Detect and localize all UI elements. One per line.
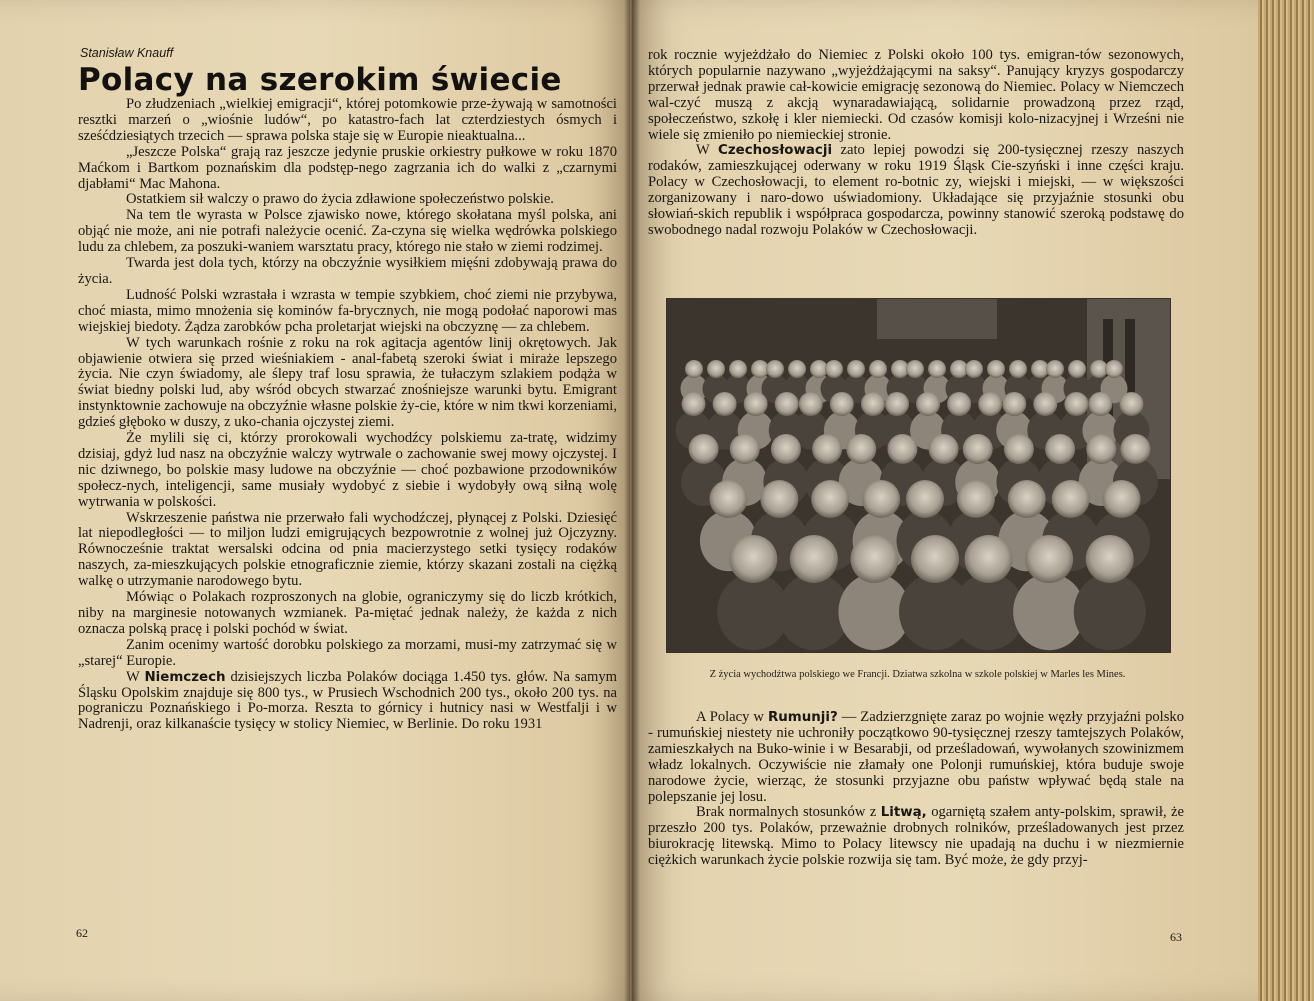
child-face: [1008, 480, 1046, 518]
child-face: [957, 480, 995, 518]
child-face: [709, 480, 747, 518]
paragraph: Że mylili się ci, którzy prorokowali wychodźcy polskiemu za-tratę, widzimy dzisiaj, gdyż lud nasz na obczyźnie walczy wytrwale o zachowanie swej mowy ojczystej. I nic dziwnego, bo polskie masy ludowe na obczyźnie — choć pozbawione przodowników społecz-nych, inteligencji, same musiały wydobyć z siebie i wydobyły ową siłną wolę wytrwania w polskości.: [78, 430, 617, 510]
child-face: [1086, 434, 1116, 464]
child-face: [906, 360, 924, 378]
paragraph-litwa: [648, 805, 1184, 869]
author-name: Stanisław Knauff: [80, 46, 174, 60]
child-face: [1004, 434, 1034, 464]
child-face: [1046, 360, 1064, 378]
child-face: [1105, 360, 1123, 378]
child-face: [685, 360, 703, 378]
keyword-niemczech: Niemczech: [144, 669, 226, 685]
text-span: A Polacy w: [696, 709, 768, 725]
paragraph-niemczech: [78, 670, 617, 734]
child-face: [987, 360, 1005, 378]
child-face: [1045, 434, 1075, 464]
child-face: [825, 360, 843, 378]
child-face: [713, 392, 737, 416]
child-face: [1119, 392, 1143, 416]
paragraph-rumunia: [648, 710, 1184, 805]
text-span: W: [696, 142, 718, 159]
child-face: [1002, 392, 1026, 416]
book-gutter: [624, 0, 640, 1001]
photo-image: [667, 299, 1170, 652]
child-face: [963, 434, 993, 464]
child-face: [978, 392, 1002, 416]
text-span: — Zadzierzgnięte zaraz po wojnie węzły przyjaźni polsko - rumuńskiej niestety nie uchroniły początkowo 90-tysięcznej rzeszy tamtejszych Polaków, zamieszkałych na Buko-winie i w Besarabji, od prześladowań, wywołanych szowinizmem władz lokalnych. Oczywiście nie złamały one Polonji rumuńskiej, która buduje swoje narodowe życie, wierząc, że stosunki przyjazne obu państw wpływać będą stale na polepszanie jej losu.: [648, 709, 1184, 805]
page-edges: [1258, 0, 1314, 1001]
child-face: [760, 480, 798, 518]
child-face: [862, 480, 900, 518]
child-face: [906, 480, 944, 518]
paragraph: Wskrzeszenie państwa nie przerwało fali wychodźczej, płynącej z Polski. Dziesięć lat niepodległości — to miljon ludzi emigrujących bezpowrotnie z wolnej już Ojczyzny. Równocześnie traktat wersalski odcina od pnia macierzystego setki tysięcy rodaków naszych, za-mieszkujących polskie etnograficznie ziemie, którzy skazani zostali na ciężką walkę o utrzymanie narodowego bytu.: [78, 509, 617, 590]
paragraph: Ostatkiem sił walczy o prawo do życia zdławione społeczeństwo polskie.: [126, 191, 554, 208]
child-face: [771, 434, 801, 464]
child-face: [830, 392, 854, 416]
child-face: [1064, 392, 1088, 416]
paragraph: Po złudzeniach „wielkiej emigracji“, której potomkowie prze-żywają w samotności resztki marzeń o „wiośnie ludów“, po katastro-fach lat czterdziestych ósmych i sześćdziesiątych trzecich — sprawa polska staje się w Europie nieaktualna...: [78, 96, 617, 144]
child-face: [1009, 360, 1027, 378]
text-span: dzisiejszych liczba Polaków dociąga 1.450 tys. głów. Na samym Śląsku Opolskim znajduje się 800 tys., w Prusiech Wschodnich 200 tys., około 200 tys. na pograniczu Poznańskiego i Po-morza. Reszta to górnicy i hutnicy nasi w Westfalji i w Nadrenji, oraz kilkanaście tysięcy w stolicy Niemiec, w Berlinie. Do roku 1931: [78, 668, 617, 733]
photo-caption: Z życia wychodźtwa polskiego we Francji. Dziatwa szkolna w szkole polskiej w Marles les Mines.: [709, 669, 1126, 680]
paragraph-czechoslowacja: [648, 143, 1184, 238]
paragraph: Mówiąc o Polakach rozproszonych na globie, ograniczymy się do liczb krótkich, niby na marginesie notowanych wzmianek. Pa-miętać jednak należy, że każda z nich oznacza polską pracę i polski pochód w świat.: [78, 589, 617, 637]
child-face: [1086, 535, 1134, 583]
child-face: [911, 535, 959, 583]
paragraph: W tych warunkach rośnie z roku na rok agitacja agentów linij okrętowych. Jak objawienie otwiera się przed wieśniakiem - anal-fabetą szeroki świat i miraże lepszego życia. Nie czyn świadomy, ale ślepy traf losu sprawia, że tułaczym szlakiem podąża w świat biedny polski lud, aby wśród obcych stwarzać znośniejsze warunki bytu. Emigrant instynktownie zachowuje na obczyźnie własne polskie ży-cie, które w nim tkwi korzeniami, gdzieś głęboko w duszy, z uko-chania ojczystej ziemi.: [78, 334, 617, 431]
paragraph: Ludność Polski wzrastała i wzrasta w tempie szybkiem, choć ziemi nie przybywa, choć miasta, mimo mnożenia się kominów fa-brycznych, nie mogą podołać naporowi mas wiejskiej biedoty. Żądza zarobków pcha proletarjat wiejski na obczyznę — za chlebem.: [78, 286, 617, 335]
text-span: W: [126, 668, 145, 685]
right-text-column-top: [648, 48, 1184, 239]
article-title: Polacy na szerokim świecie: [78, 62, 562, 98]
paragraph: Twarda jest dola tych, którzy na obczyźnie wysiłkiem mięśni zdobywają prawa do życia.: [78, 255, 617, 287]
child-face: [916, 392, 940, 416]
child-face: [929, 434, 959, 464]
child-face: [788, 360, 806, 378]
child-face: [965, 360, 983, 378]
child-face: [744, 392, 768, 416]
child-face: [1120, 434, 1150, 464]
child-face: [965, 535, 1013, 583]
text-span: ogarniętą szałem anty-polskim, sprawił, że przeszło 200 tys. Polaków, przeważnie drobnych rolników, prześladowanych jest przez biurokrację litewską. Mimo to Polacy litewscy nie upadają na duchu i w niezmiernie ciężkich warunkach życie polskie rozwija się tam. Być może, że gdy przyj-: [648, 804, 1184, 869]
keyword-rumunia: Rumunji?: [767, 710, 838, 725]
paragraph: rok rocznie wyjeżdżało do Niemiec z Polski około 100 tys. emigran-tów sezonowych, których popularnie nazywano „wyjeżdżającymi na saksy“. Panujący kryzys gospodarczy przerwał jednak prawie cał-kowicie emigrację sezonową do Niemiec. Polacy w Niemczech wal-czyć muszą z akcją wynaradawiającą, solidarnie prowadzoną przez rząd, społeczeństwo, szkołę i kler niemiecki. Od czasów komisji kolo-nizacyjnej i Wrześni nie wiele się zmieniło po niemieckiej stronie.: [648, 47, 1184, 143]
child-face: [730, 434, 760, 464]
child-face: [707, 360, 725, 378]
child-face: [861, 392, 885, 416]
child-face: [1088, 392, 1112, 416]
child-face: [869, 360, 887, 378]
text-span: Brak normalnych stosunków z: [696, 804, 881, 821]
paragraph: Na tem tle wyrasta w Polsce zjawisko nowe, którego skołatana myśl polska, ani objąć nie może, ani nie potrafi należycie ocenić. Za-czyna się wielka wędrówka polskiego ludu za chlebem, za poszuki-waniem warsztatu pracy, którego nie stało w ziemi rodzimej.: [78, 207, 617, 256]
child-face: [1068, 360, 1086, 378]
right-text-column-bottom: [648, 710, 1184, 869]
child-face: [947, 392, 971, 416]
keyword-czechoslowacja: Czechosłowacji: [718, 143, 833, 159]
child-face: [1033, 392, 1057, 416]
paragraph: „Jeszcze Polska“ grają raz jeszcze jedynie pruskie orkiestry pułkowe w roku 1870 Maćkom i Bartkom poznańskim dla podstęp-nego zagrzania ich do walki z „czarnymi djabłami“ Mac Mahona.: [78, 143, 617, 192]
child-face: [1103, 480, 1141, 518]
child-face: [812, 434, 842, 464]
page-number-left: 62: [76, 926, 88, 940]
child-face: [1052, 480, 1090, 518]
child-face: [885, 392, 909, 416]
child-face: [811, 480, 849, 518]
child-face: [850, 535, 898, 583]
child-face: [847, 360, 865, 378]
text-span: zato lepiej powodzi się 200-tysięcznej rzeszy naszych rodaków, zamieszkującej oderwany w roku 1919 Śląsk Cie-szyński i inne części kraju. Polacy w Czechosłowacji, to element ro-botnic zy, wiejski i miejski, — w większości zorganizowany i naro-dowo uświadomiony. Układające się przyjaźnie stosunki obu słowiań-skich republik i współpraca gospodarcza, powinny stanowić szeroką podstawę do swobodnego nadal rozwoju Polaków w Czechosłowacji.: [648, 142, 1184, 238]
paragraph: Zanim ocenimy wartość dorobku polskiego za morzami, musi-my zatrzymać się w „starej“ Europie.: [78, 636, 617, 669]
child-face: [887, 434, 917, 464]
page-number-right: 63: [1170, 930, 1182, 944]
left-text-column: [78, 97, 617, 733]
child-face: [928, 360, 946, 378]
child-face: [689, 434, 719, 464]
child-face: [682, 392, 706, 416]
child-face: [846, 434, 876, 464]
child-face: [766, 360, 784, 378]
child-face: [1025, 535, 1073, 583]
photo-school-children: [666, 298, 1171, 653]
keyword-litwa: Litwą,: [880, 805, 927, 821]
child-face: [799, 392, 823, 416]
child-face: [775, 392, 799, 416]
child-face: [729, 360, 747, 378]
child-face: [729, 535, 777, 583]
child-body: [1074, 573, 1146, 650]
child-face: [790, 535, 838, 583]
